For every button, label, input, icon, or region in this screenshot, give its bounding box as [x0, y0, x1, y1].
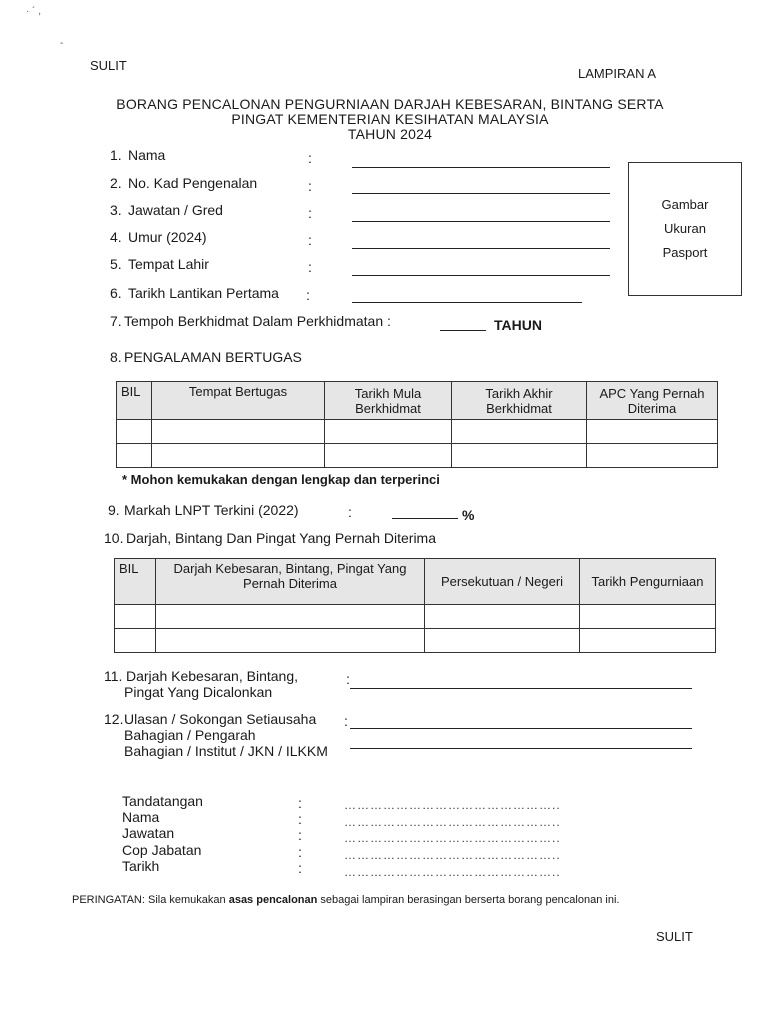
warning-emphasis: asas pencalonan: [228, 894, 318, 906]
photo-box-text: Pasport: [662, 245, 708, 260]
table-cell[interactable]: [325, 444, 452, 468]
tarikh-lantikan-input-line[interactable]: [352, 302, 582, 303]
awards-table: [114, 558, 716, 653]
photo-box-text: Ukuran: [664, 221, 706, 236]
item-number: 10.: [104, 530, 124, 546]
endorsement-label-line2: Bahagian / Pengarah: [124, 727, 256, 743]
date-label: Tarikh: [122, 858, 160, 874]
passport-photo-box[interactable]: [628, 162, 742, 296]
experience-table: [116, 381, 718, 468]
col-header-tempat: Tempat Bertugas: [152, 382, 325, 420]
experience-section-title: PENGALAMAN BERTUGAS: [124, 349, 302, 365]
nominated-award-label-line1: Darjah Kebesaran, Bintang,: [126, 668, 298, 684]
table-row: [117, 420, 718, 444]
position-label: Jawatan: [122, 825, 175, 841]
experience-note: * Mohon kemukakan dengan lengkap dan terperinci: [122, 472, 440, 487]
classification-label: SULIT: [90, 58, 127, 73]
field-colon: :: [308, 232, 312, 248]
item-number: 7.: [110, 313, 122, 329]
field-colon: :: [298, 860, 302, 876]
field-label-jawatan: Jawatan / Gred: [128, 202, 223, 218]
scan-speck: · ´ ,: [26, 6, 41, 17]
col-header-bil: BIL: [117, 382, 152, 420]
item-number: 9.: [108, 502, 120, 518]
table-cell[interactable]: [117, 420, 152, 444]
table-cell[interactable]: [115, 605, 156, 629]
table-row: [117, 444, 718, 468]
scan-speck: -: [60, 38, 64, 49]
field-number: 2.: [110, 175, 122, 191]
field-colon: :: [298, 844, 302, 860]
col-header-tarikh-akhir: Tarikh Akhir Berkhidmat: [452, 382, 587, 420]
date-dotted-line[interactable]: …………………………………………..: [344, 865, 561, 879]
name-dotted-line[interactable]: …………………………………………..: [344, 815, 561, 829]
table-cell[interactable]: [587, 420, 718, 444]
col-header-darjah: Darjah Kebesaran, Bintang, Pingat Yang Pernah Diterima: [156, 559, 425, 605]
field-colon: :: [348, 504, 352, 520]
field-colon: :: [308, 259, 312, 275]
nominated-award-input-line[interactable]: [350, 688, 692, 689]
warning-text: sebagai lampiran berasingan berserta borang pencalonan ini.: [317, 894, 620, 906]
nama-input-line[interactable]: [352, 167, 610, 168]
table-cell[interactable]: [580, 605, 716, 629]
table-cell[interactable]: [152, 444, 325, 468]
table-cell[interactable]: [156, 629, 425, 653]
lnpt-label: Markah LNPT Terkini (2022): [124, 502, 299, 518]
table-cell[interactable]: [452, 444, 587, 468]
jawatan-input-line[interactable]: [352, 221, 610, 222]
service-years-unit: TAHUN: [494, 317, 542, 333]
field-label-ic: No. Kad Pengenalan: [128, 175, 258, 191]
table-cell[interactable]: [452, 420, 587, 444]
field-colon: :: [298, 811, 302, 827]
endorsement-input-line-2[interactable]: [350, 748, 692, 749]
field-label-tarikh-lantikan: Tarikh Lantikan Pertama: [128, 285, 279, 301]
field-number: 5.: [110, 256, 122, 272]
signature-dotted-line[interactable]: …………………………………………..: [344, 798, 561, 812]
classification-footer: SULIT: [656, 929, 693, 944]
form-title-line2: PINGAT KEMENTERIAN KESIHATAN MALAYSIA: [231, 111, 549, 127]
warning-note: [72, 894, 619, 906]
field-label-umur: Umur (2024): [128, 229, 207, 245]
col-header-bil: BIL: [115, 559, 156, 605]
warning-text: PERINGATAN: Sila kemukakan: [72, 894, 229, 906]
table-row: [115, 605, 716, 629]
field-colon: :: [344, 713, 348, 729]
name-label: Nama: [122, 809, 160, 825]
field-label-nama: Nama: [128, 147, 166, 163]
item-number: 8.: [110, 349, 122, 365]
table-cell[interactable]: [425, 629, 580, 653]
lnpt-input-line[interactable]: [392, 518, 458, 519]
table-cell[interactable]: [325, 420, 452, 444]
position-dotted-line[interactable]: …………………………………………..: [344, 831, 561, 845]
endorsement-label-line3: Bahagian / Institut / JKN / ILKKM: [124, 743, 328, 759]
field-colon: :: [308, 178, 312, 194]
nominated-award-label-line2: Pingat Yang Dicalonkan: [124, 684, 273, 700]
appendix-label: LAMPIRAN A: [578, 66, 657, 81]
col-header-tarikh-mula: Tarikh Mula Berkhidmat: [325, 382, 452, 420]
table-cell[interactable]: [115, 629, 156, 653]
photo-box-text: Gambar: [661, 197, 709, 212]
col-header-apc: APC Yang Pernah Diterima: [587, 382, 718, 420]
stamp-label: Cop Jabatan: [122, 842, 202, 858]
awards-received-title: Darjah, Bintang Dan Pingat Yang Pernah Diterima: [126, 530, 436, 546]
field-number: 3.: [110, 202, 122, 218]
table-row: [115, 629, 716, 653]
signature-label: Tandatangan: [122, 793, 203, 809]
endorsement-label-line1: Ulasan / Sokongan Setiausaha: [124, 711, 317, 727]
field-colon: :: [308, 205, 312, 221]
tempat-lahir-input-line[interactable]: [352, 275, 610, 276]
item-number: 11.: [104, 668, 123, 684]
item-number: 12.: [104, 711, 124, 727]
service-years-input-line[interactable]: [440, 330, 486, 331]
field-colon: :: [308, 150, 312, 166]
stamp-dotted-line[interactable]: …………………………………………..: [344, 848, 561, 862]
col-header-persekutuan: Persekutuan / Negeri: [425, 559, 580, 605]
endorsement-input-line-1[interactable]: [350, 728, 692, 729]
table-cell[interactable]: [117, 444, 152, 468]
field-label-tempat-lahir: Tempat Lahir: [128, 256, 209, 272]
field-number: 1.: [110, 147, 122, 163]
col-header-tarikh-pengurniaan: Tarikh Pengurniaan: [580, 559, 716, 605]
lnpt-unit: %: [462, 507, 475, 523]
table-cell[interactable]: [580, 629, 716, 653]
field-colon: :: [346, 671, 350, 687]
table-cell[interactable]: [156, 605, 425, 629]
field-number: 6.: [110, 285, 122, 301]
field-colon: :: [298, 795, 302, 811]
field-colon: :: [306, 287, 310, 303]
service-duration-label: Tempoh Berkhidmat Dalam Perkhidmatan :: [124, 313, 391, 329]
table-cell[interactable]: [425, 605, 580, 629]
field-colon: :: [298, 827, 302, 843]
table-cell[interactable]: [587, 444, 718, 468]
table-cell[interactable]: [152, 420, 325, 444]
form-title-line1: BORANG PENCALONAN PENGURNIAAN DARJAH KEBESARAN, BINTANG SERTA: [116, 96, 664, 112]
field-number: 4.: [110, 229, 122, 245]
umur-input-line[interactable]: [352, 248, 610, 249]
ic-input-line[interactable]: [352, 193, 610, 194]
form-title-line3: TAHUN 2024: [347, 126, 433, 142]
